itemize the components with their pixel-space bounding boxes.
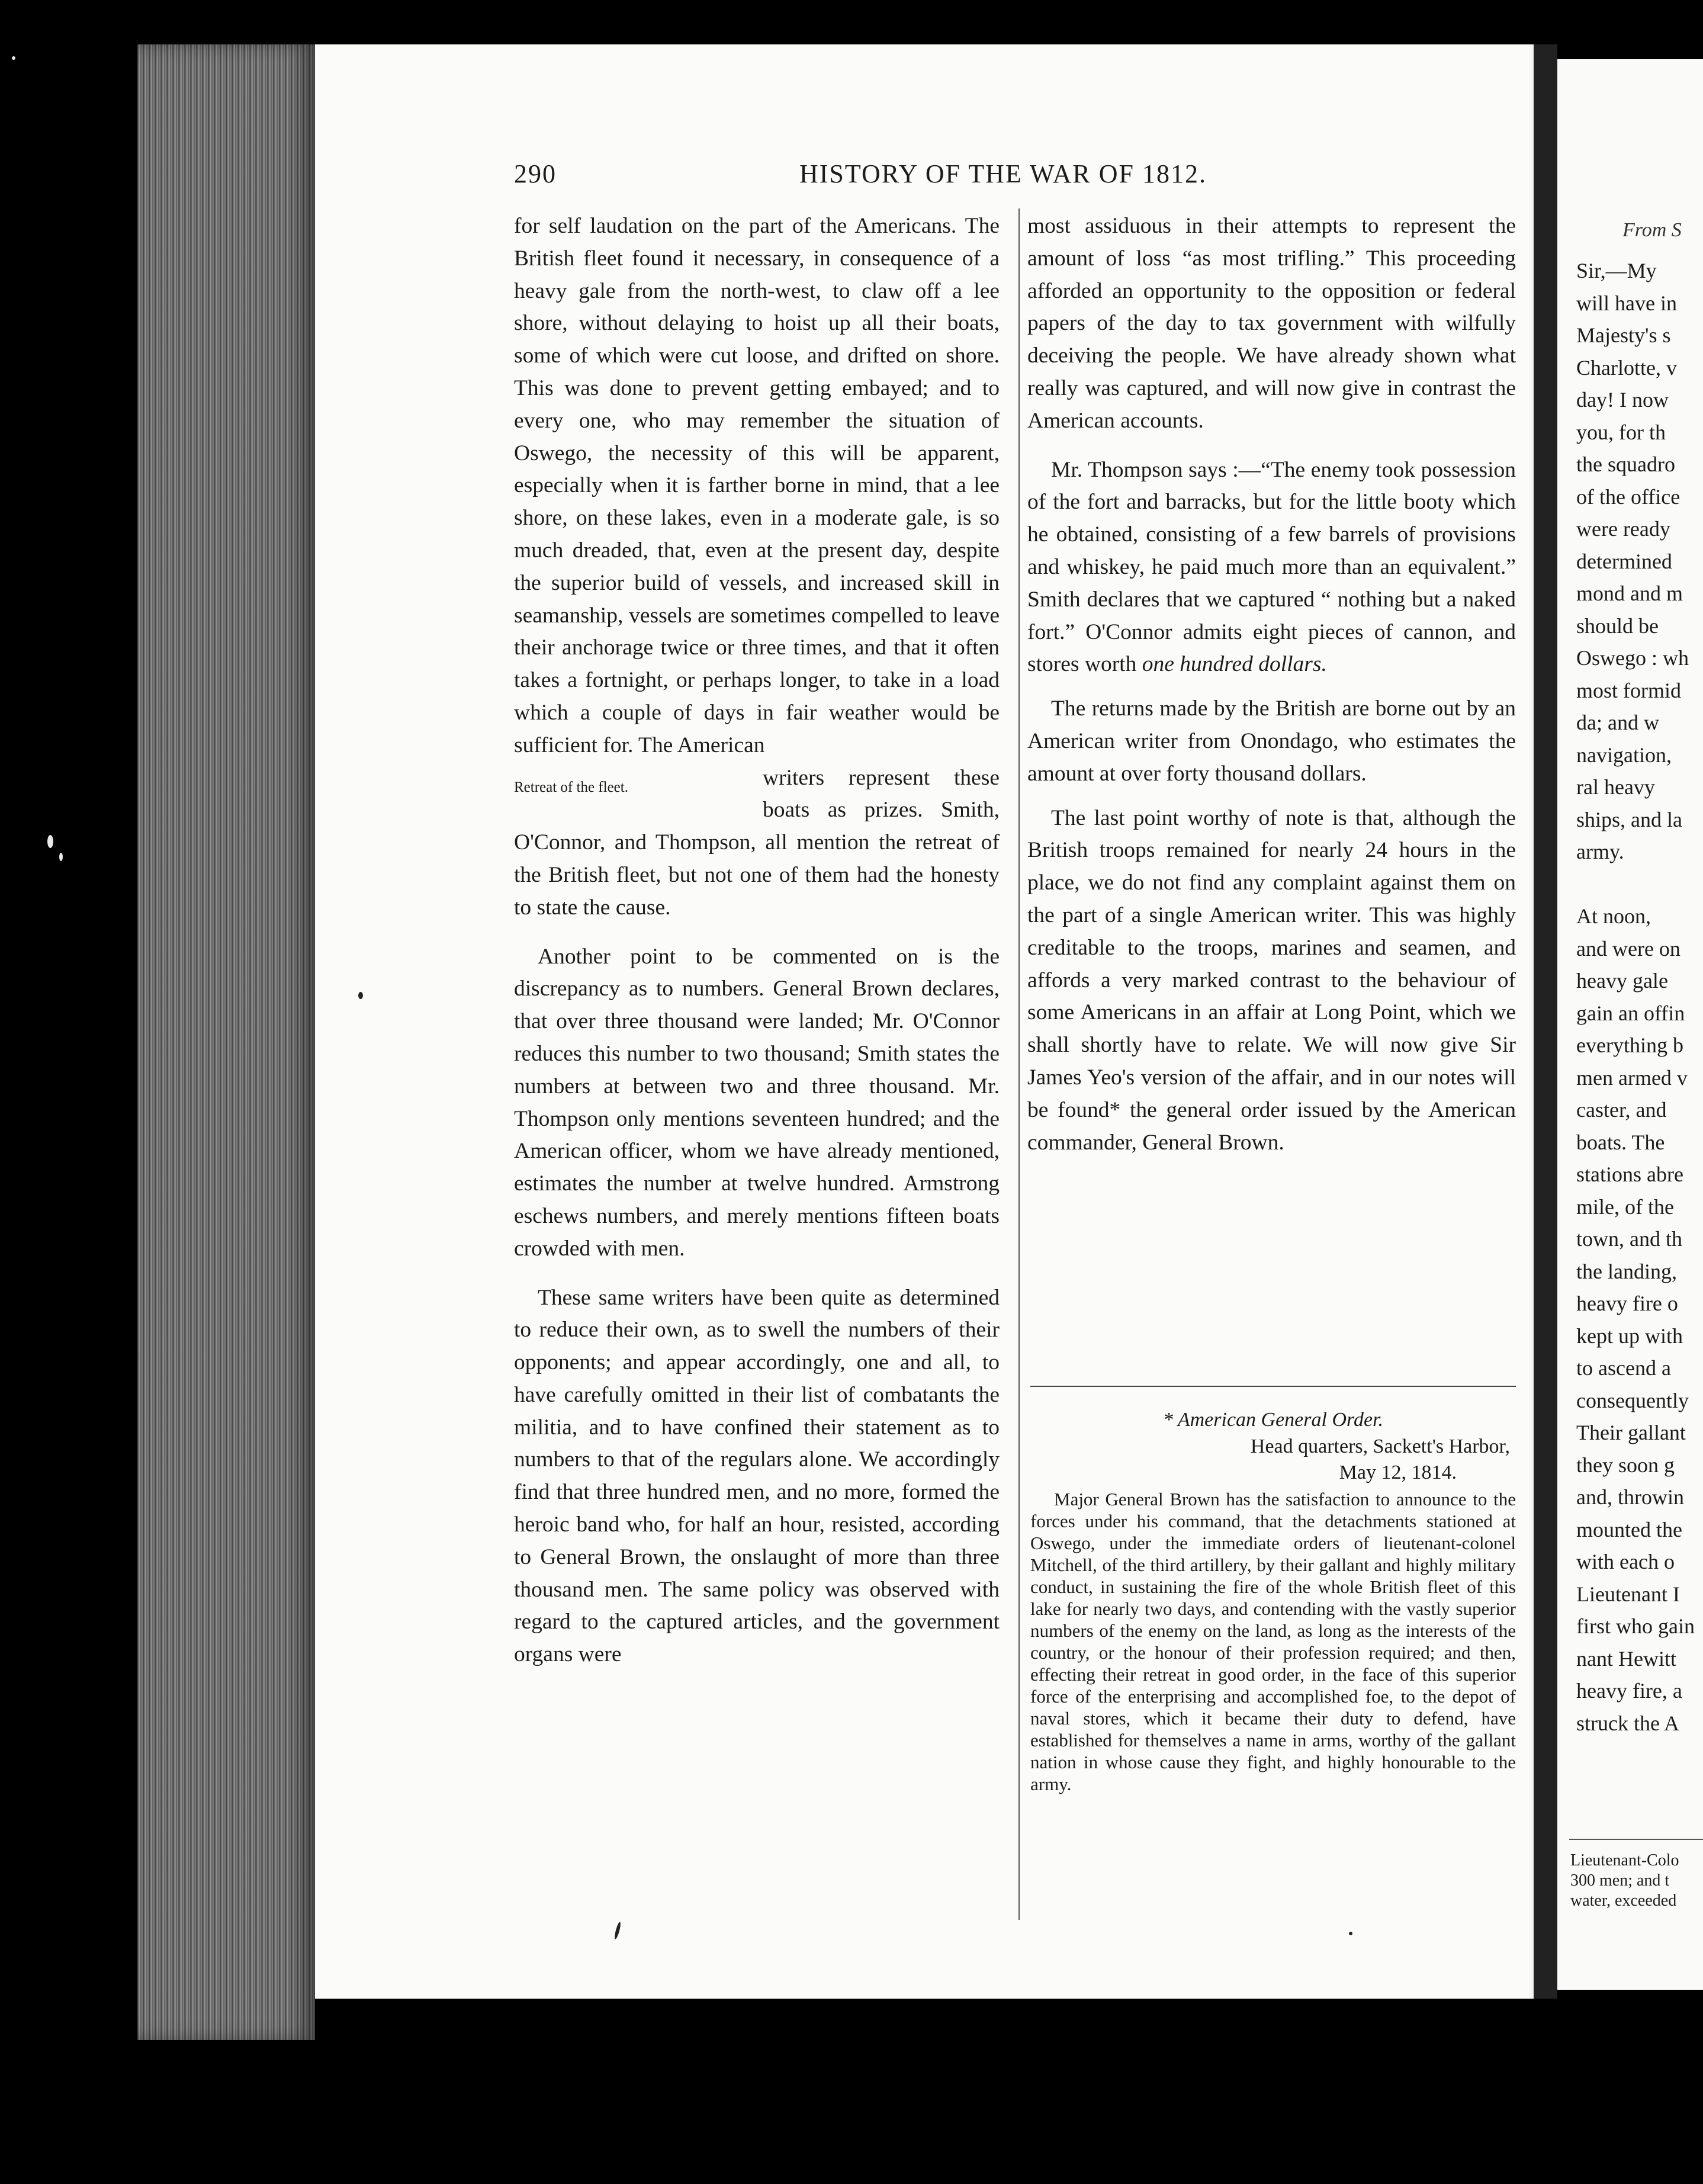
paragraph-loss: most assiduous in their attempts to represent the amount of loss “as most trifling.” This proceeding afforded an opportunity to the opposition or federal papers of the day to tax government with wilfully deceiving the people. We have already shown what really was captured, and will now give in contrast the American accounts. xyxy=(1027,214,1516,433)
adjacent-page-line: Sir,—My xyxy=(1576,259,1657,282)
adjacent-page-line: the squadro xyxy=(1576,452,1675,476)
scan-speck xyxy=(47,835,53,848)
adjacent-footnote-line: water, exceeded xyxy=(1570,1891,1677,1910)
paragraph-fleet-end: O'Connor, and Thompson, all mention the retreat of the British fleet, but not one of them had the honesty to state the cause. xyxy=(514,830,1000,920)
adjacent-page-line: At noon, xyxy=(1576,904,1651,928)
adjacent-page-line: the landing, xyxy=(1576,1259,1677,1283)
adjacent-page-line: should be xyxy=(1576,614,1659,638)
sidenote-text xyxy=(763,762,1000,827)
adjacent-page-line: you, for th xyxy=(1576,420,1666,444)
running-title: HISTORY OF THE WAR OF 1812. xyxy=(799,159,1207,188)
adjacent-page-footnote xyxy=(1570,1851,1679,1911)
footnote-title: * American General Order. xyxy=(1162,1409,1384,1431)
adjacent-page xyxy=(1557,59,1703,1990)
sidenote-line: writers represent these xyxy=(763,765,1000,790)
adjacent-page-line: nant Hewitt xyxy=(1576,1646,1676,1671)
adjacent-page-line: to ascend a xyxy=(1576,1356,1671,1380)
book-spine-edge xyxy=(137,44,315,2040)
adjacent-page-line: Oswego : wh xyxy=(1576,646,1689,670)
adjacent-page-line: they soon g xyxy=(1576,1453,1675,1477)
adjacent-page-line: da; and w xyxy=(1576,711,1659,734)
adjacent-page-line: everything b xyxy=(1576,1033,1683,1057)
adjacent-page-line: and, throwin xyxy=(1576,1485,1684,1509)
adjacent-page-line: first who gain xyxy=(1576,1614,1695,1638)
sidenote-line: boats as prizes. Smith, xyxy=(763,798,1000,823)
adjacent-page-line: mond and m xyxy=(1576,582,1683,605)
adjacent-page-line: with each o xyxy=(1576,1550,1675,1573)
adjacent-page-line: navigation, xyxy=(1576,743,1672,767)
adjacent-page-line: consequently xyxy=(1576,1388,1689,1412)
adjacent-page-line: ral heavy xyxy=(1576,775,1655,799)
italic-phrase: one hundred dollars. xyxy=(1142,652,1327,677)
adjacent-page-line: mile, of the xyxy=(1576,1194,1674,1219)
adjacent-page-line: kept up with xyxy=(1576,1324,1683,1348)
adjacent-page-caption: From S xyxy=(1622,219,1682,241)
adjacent-page-line: caster, and xyxy=(1576,1098,1667,1122)
footnote xyxy=(1030,1406,1516,1795)
adjacent-footnote-rule xyxy=(1569,1839,1703,1840)
adjacent-page-line: Lieutenant I xyxy=(1576,1582,1680,1606)
paragraph-writers: These same writers have been quite as determined to reduce their own, as to swell the numbers of their opponents; and appear accordingly, one and all, to have carefully omitted in their list of combatants the militia, and to have confined their statement as to numbers to that of the regulars alone. We accordingly find that three hundred men, and no more, formed the heroic band who, for half an hour, resisted, according to General Brown, the onslaught of more than three thousand men. The same policy was observed with regard to the captured articles, and the government organs were xyxy=(514,1285,1000,1667)
paragraph-returns: The returns made by the British are borne out by an American writer from Onondago, who estimates the amount at over forty thousand dollars. xyxy=(1027,696,1516,786)
adjacent-page-line: heavy fire o xyxy=(1576,1292,1678,1315)
scan-speck xyxy=(1349,1932,1352,1935)
sidenote-row xyxy=(514,762,1000,827)
adjacent-page-line: Their gallant xyxy=(1576,1421,1686,1444)
adjacent-footnote-line: Lieutenant-Colo xyxy=(1570,1851,1679,1870)
paragraph-numbers: Another point to be commented on is the discrepancy as to numbers. General Brown declares, that over three thousand were landed; Mr. O'Connor reduces this number to two thousand; Smith states the numbers at between two and three thousand. Mr. Thompson only mentions seventeen hundred; and the American officer, whom we have already mentioned, estimates the number at twelve hundred. Armstrong eschews numbers, and merely mentions fifteen boats crowded with men. xyxy=(514,944,1000,1261)
adjacent-page-line xyxy=(1576,868,1695,901)
adjacent-page-line: boats. The xyxy=(1576,1130,1665,1154)
adjacent-page-line: struck the A xyxy=(1576,1711,1679,1735)
page-number: 290 xyxy=(514,159,557,188)
adjacent-page-line: army. xyxy=(1576,840,1624,863)
adjacent-page-line: most formid xyxy=(1576,678,1681,702)
column-divider xyxy=(1018,208,1020,1920)
adjacent-page-line: Charlotte, v xyxy=(1576,355,1677,380)
adjacent-page-line: and were on xyxy=(1576,936,1680,961)
scan-speck xyxy=(12,56,15,60)
adjacent-page-line: day! I now xyxy=(1576,388,1669,412)
adjacent-page-line: heavy fire, a xyxy=(1576,1679,1682,1703)
paragraph-last-point: The last point worthy of note is that, although the British troops remained for nearly 24 hours in the place, we do not find any complaint against them on the part of a single American writer. This was highly creditable to the troops, marines and seamen, and affords a very marked contrast to the behaviour of some Americans in an affair at Long Point, which we shall shortly have to relate. We will now give Sir James Yeo's version of the affair, and in our notes will be found* the general order issued by the American commander, General Brown. xyxy=(1027,805,1516,1155)
footnote-body: Major General Brown has the satisfaction to announce to the forces under his command, that the detachments stationed at Oswego, under the immediate orders of lieutenant-colonel Mitchell, of the third artillery, by their gallant and highly military conduct, in sustaining the fire of the whole British fleet of this lake for nearly two days, and contending with the vastly superior numbers of the enemy on the land, as long as the interests of the country, or the honour of their profession required; and then, effecting their retreat in good order, in the face of this superior force of the enterprising and accomplished foe, to the depot of naval stores, which it became their duty to defend, have established for themselves a name in arms, worthy of the gallant nation in whose cause they fight, and highly honourable to the army. xyxy=(1030,1489,1516,1794)
scan-speck xyxy=(358,992,363,999)
adjacent-page-line: Majesty's s xyxy=(1576,323,1671,347)
adjacent-page-line: will have in xyxy=(1576,291,1677,315)
adjacent-page-line: ships, and la xyxy=(1576,807,1682,831)
adjacent-page-line: gain an offin xyxy=(1576,1001,1685,1025)
footnote-date: May 12, 1814. xyxy=(1339,1462,1457,1483)
scan-speck xyxy=(59,853,63,861)
paragraph-thompson xyxy=(1027,454,1516,682)
adjacent-page-line: determined xyxy=(1576,549,1672,573)
adjacent-page-line: were ready xyxy=(1576,517,1670,541)
margin-note: Retreat of the fleet. xyxy=(514,779,628,795)
left-column xyxy=(514,210,1000,1671)
book-gutter xyxy=(1534,44,1557,1999)
right-column xyxy=(1027,210,1516,1159)
paragraph-thompson-text: Mr. Thompson says :—“The enemy took possession of the fort and barracks, but for the little booty which he obtained, consisting of a few barrels of provisions and whiskey, he paid much more than an equivalent.” Smith declares that we captured “ nothing but a naked fort.” O'Connor admits eight pieces of cannon, and stores worth xyxy=(1027,457,1516,677)
adjacent-page-line: men armed v xyxy=(1576,1065,1688,1090)
adjacent-footnote-line: 300 men; and t xyxy=(1570,1871,1670,1890)
adjacent-page-line: town, and th xyxy=(1576,1227,1682,1251)
footnote-rule xyxy=(1030,1386,1516,1387)
adjacent-page-line: stations abre xyxy=(1576,1162,1683,1186)
footnote-dateline: Head quarters, Sackett's Harbor, xyxy=(1250,1435,1510,1457)
adjacent-page-line: mounted the xyxy=(1576,1517,1682,1541)
adjacent-page-text xyxy=(1576,255,1695,1739)
adjacent-page-line: heavy gale xyxy=(1576,969,1668,993)
adjacent-page-line: of the office xyxy=(1576,484,1680,509)
paragraph-fleet: for self laudation on the part of the Americans. The British fleet found it necessary, in consequence of a heavy gale from the north-west, to claw off a lee shore, without delaying to hoist up all their boats, some of which were cut loose, and drifted on shore. This was done to prevent getting embayed; and to every one, who may remember the situation of Oswego, the necessity of this will be apparent, especially when it is farther borne in mind, that a lee shore, on these lakes, even in a moderate gale, is so much dreaded, that, even at the present day, despite the superior build of vessels, and increased skill in seamanship, vessels are sometimes compelled to leave their anchorage twice or three times, and that it often takes a fortnight, or perhaps longer, to take in a load which a couple of days in fair weather would be sufficient for. The American xyxy=(514,214,1000,757)
